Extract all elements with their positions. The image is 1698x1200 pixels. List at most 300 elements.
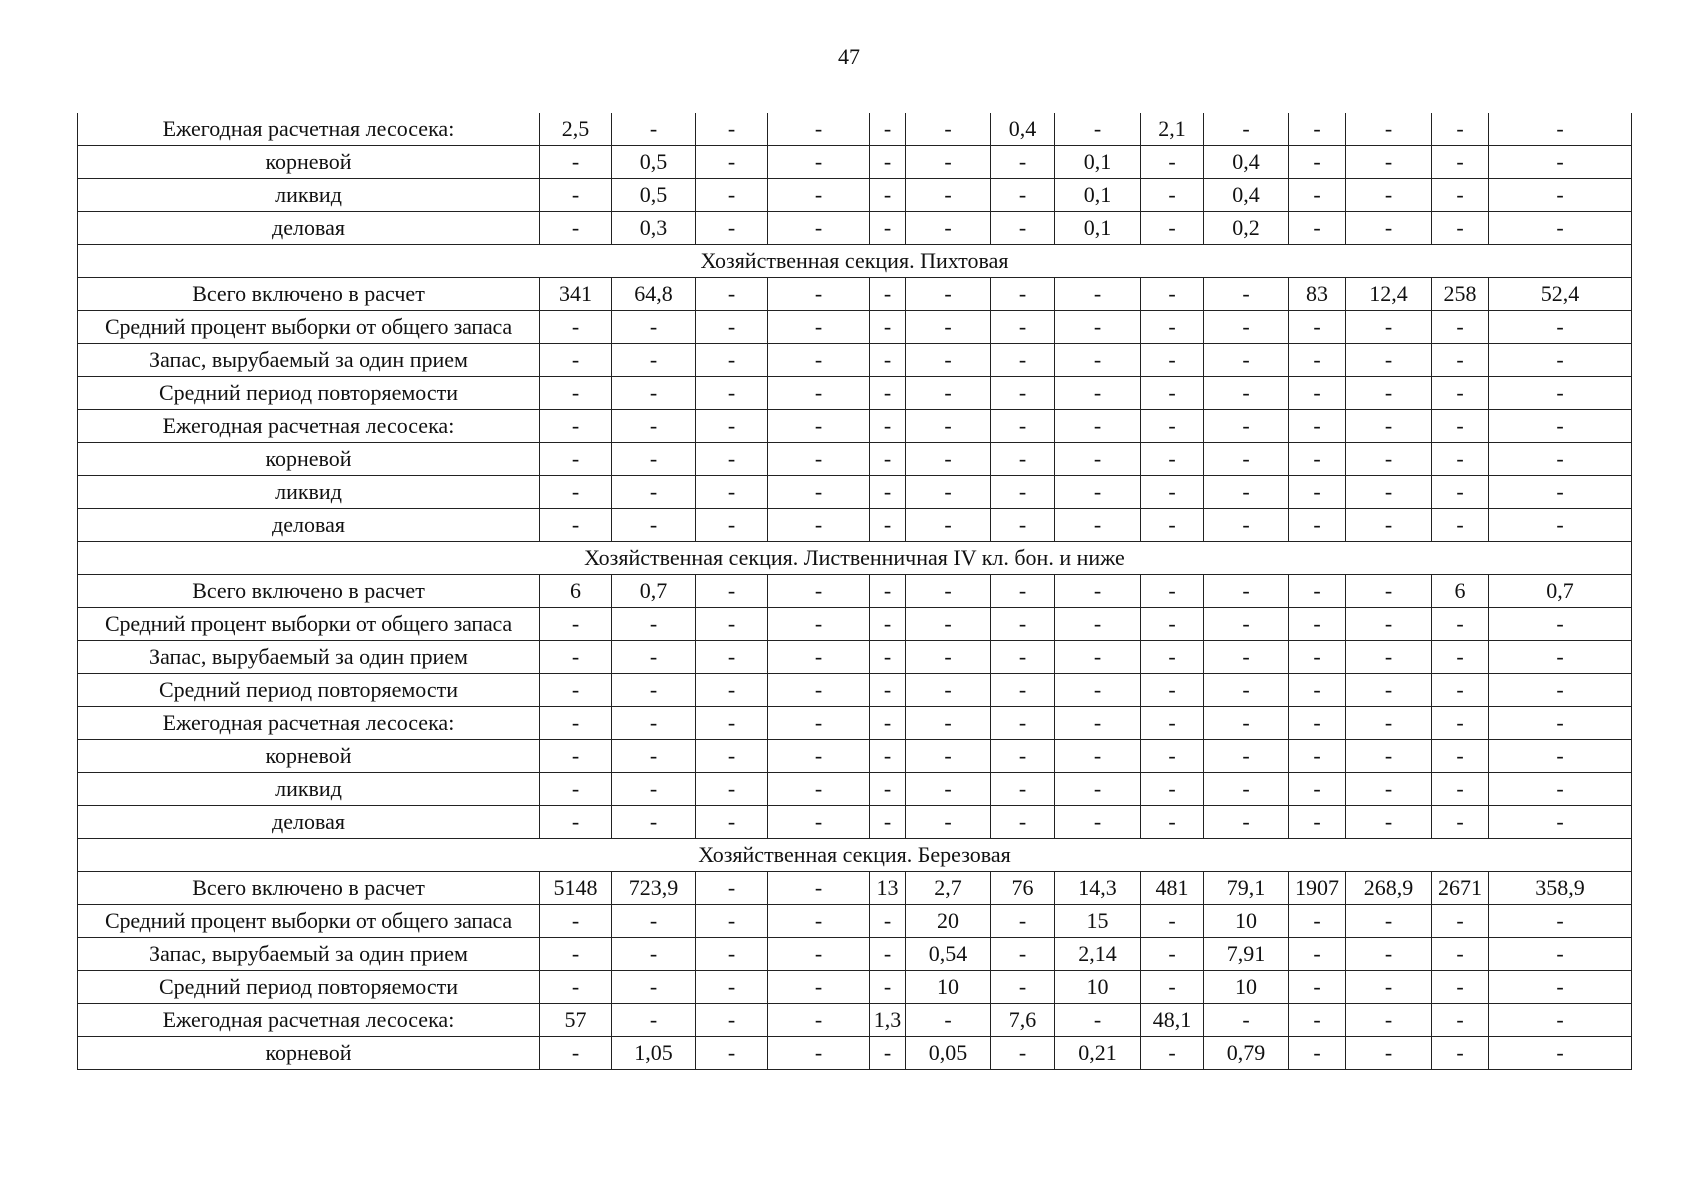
table-row bbox=[78, 740, 1632, 773]
table-cell: - bbox=[1489, 179, 1632, 212]
table-cell: - bbox=[870, 113, 906, 146]
table-cell: - bbox=[768, 377, 870, 410]
table-cell: - bbox=[870, 674, 906, 707]
table-cell: - bbox=[540, 377, 612, 410]
table-row bbox=[78, 344, 1632, 377]
table-cell: - bbox=[1055, 707, 1141, 740]
table-cell: - bbox=[1289, 377, 1346, 410]
table-cell: 0,7 bbox=[1489, 575, 1632, 608]
table-cell: - bbox=[1432, 674, 1489, 707]
table-row bbox=[78, 773, 1632, 806]
table-cell: - bbox=[540, 146, 612, 179]
table-cell: - bbox=[1489, 311, 1632, 344]
table-cell: - bbox=[1289, 608, 1346, 641]
row-label: Средний процент выборки от общего запаса bbox=[78, 311, 540, 344]
table-cell: 10 bbox=[1055, 971, 1141, 1004]
table-cell: - bbox=[768, 179, 870, 212]
row-label: Средний период повторяемости bbox=[78, 971, 540, 1004]
table-cell: - bbox=[768, 806, 870, 839]
table-cell: - bbox=[612, 806, 696, 839]
table-cell: - bbox=[906, 674, 991, 707]
table-cell: - bbox=[870, 212, 906, 245]
table-cell: - bbox=[1289, 806, 1346, 839]
table-cell: - bbox=[1204, 1004, 1289, 1037]
table-cell: 2,1 bbox=[1141, 113, 1204, 146]
table-cell: - bbox=[1055, 509, 1141, 542]
table-row bbox=[78, 872, 1632, 905]
table-cell: - bbox=[696, 641, 768, 674]
table-cell: 0,5 bbox=[612, 179, 696, 212]
table-cell: - bbox=[1489, 443, 1632, 476]
table-cell: 0,4 bbox=[1204, 146, 1289, 179]
table-cell: - bbox=[1489, 410, 1632, 443]
table-cell: - bbox=[1141, 641, 1204, 674]
table-cell: - bbox=[696, 674, 768, 707]
table-cell: - bbox=[991, 938, 1055, 971]
table-cell: - bbox=[991, 410, 1055, 443]
table-cell: - bbox=[1141, 773, 1204, 806]
table-cell: - bbox=[696, 938, 768, 971]
table-cell: - bbox=[768, 212, 870, 245]
table-cell: - bbox=[1055, 410, 1141, 443]
table-cell: - bbox=[1489, 674, 1632, 707]
table-cell: - bbox=[1346, 905, 1432, 938]
table-cell: - bbox=[991, 641, 1055, 674]
table-cell: - bbox=[1055, 806, 1141, 839]
table-cell: - bbox=[991, 905, 1055, 938]
table-cell: - bbox=[540, 212, 612, 245]
table-cell: 1,3 bbox=[870, 1004, 906, 1037]
table-cell: - bbox=[1055, 575, 1141, 608]
table-cell: - bbox=[1489, 1037, 1632, 1070]
table-cell: - bbox=[768, 509, 870, 542]
table-cell: - bbox=[1204, 740, 1289, 773]
table-row bbox=[78, 410, 1632, 443]
row-label: ликвид bbox=[78, 773, 540, 806]
table-cell: 0,4 bbox=[991, 113, 1055, 146]
table-cell: - bbox=[1289, 509, 1346, 542]
table-row bbox=[78, 179, 1632, 212]
table-cell: - bbox=[612, 443, 696, 476]
table-cell: 57 bbox=[540, 1004, 612, 1037]
table-cell: - bbox=[906, 278, 991, 311]
row-label: корневой bbox=[78, 146, 540, 179]
row-label: Средний период повторяемости bbox=[78, 674, 540, 707]
table-cell: - bbox=[906, 212, 991, 245]
table-cell: - bbox=[906, 146, 991, 179]
row-label: деловая bbox=[78, 806, 540, 839]
table-cell: - bbox=[1289, 344, 1346, 377]
table-cell: - bbox=[1204, 344, 1289, 377]
table-cell: - bbox=[1289, 476, 1346, 509]
table-cell: - bbox=[696, 377, 768, 410]
table-cell: - bbox=[1346, 344, 1432, 377]
table-row bbox=[78, 476, 1632, 509]
table-row bbox=[78, 806, 1632, 839]
table-row bbox=[78, 212, 1632, 245]
table-cell: - bbox=[768, 740, 870, 773]
table-cell: 1907 bbox=[1289, 872, 1346, 905]
table-row bbox=[78, 938, 1632, 971]
table-cell: 12,4 bbox=[1346, 278, 1432, 311]
table-cell: 15 bbox=[1055, 905, 1141, 938]
table-cell: - bbox=[1489, 476, 1632, 509]
table-cell: - bbox=[1432, 377, 1489, 410]
table-cell: - bbox=[991, 179, 1055, 212]
table-cell: - bbox=[696, 509, 768, 542]
table-cell: - bbox=[768, 575, 870, 608]
table-cell: - bbox=[1432, 773, 1489, 806]
table-cell: - bbox=[540, 641, 612, 674]
row-label: Ежегодная расчетная лесосека: bbox=[78, 1004, 540, 1037]
table-cell: - bbox=[540, 410, 612, 443]
table-cell: - bbox=[1289, 773, 1346, 806]
table-cell: 64,8 bbox=[612, 278, 696, 311]
table-cell: - bbox=[1489, 212, 1632, 245]
table-cell: - bbox=[768, 1004, 870, 1037]
table-cell: - bbox=[1141, 575, 1204, 608]
table-cell: 5148 bbox=[540, 872, 612, 905]
table-cell: - bbox=[1346, 212, 1432, 245]
table-cell: - bbox=[696, 146, 768, 179]
table-cell: 48,1 bbox=[1141, 1004, 1204, 1037]
table-cell: 10 bbox=[1204, 971, 1289, 1004]
table-cell: - bbox=[1055, 674, 1141, 707]
table-cell: - bbox=[1204, 575, 1289, 608]
table-cell: - bbox=[612, 509, 696, 542]
table-cell: - bbox=[1055, 773, 1141, 806]
table-cell: 10 bbox=[1204, 905, 1289, 938]
table-cell: - bbox=[1289, 641, 1346, 674]
table-row bbox=[78, 146, 1632, 179]
table-cell: - bbox=[696, 179, 768, 212]
table-cell: - bbox=[768, 443, 870, 476]
table-cell: 0,1 bbox=[1055, 179, 1141, 212]
table-cell: - bbox=[1141, 938, 1204, 971]
table-cell: - bbox=[870, 608, 906, 641]
row-label: ликвид bbox=[78, 179, 540, 212]
table-cell: - bbox=[1432, 905, 1489, 938]
table-cell: - bbox=[1432, 707, 1489, 740]
table-cell: - bbox=[906, 443, 991, 476]
table-cell: - bbox=[870, 971, 906, 1004]
table-cell: - bbox=[1141, 212, 1204, 245]
table-cell: - bbox=[870, 443, 906, 476]
section-title: Хозяйственная секция. Пихтовая bbox=[78, 245, 1632, 278]
table-cell: - bbox=[1432, 608, 1489, 641]
table-cell: - bbox=[1141, 1037, 1204, 1070]
row-label: Средний период повторяемости bbox=[78, 377, 540, 410]
table-cell: - bbox=[870, 641, 906, 674]
table-cell: - bbox=[1489, 773, 1632, 806]
table-cell: - bbox=[540, 608, 612, 641]
table-cell: - bbox=[612, 773, 696, 806]
table-cell: - bbox=[768, 608, 870, 641]
table-cell: - bbox=[1489, 740, 1632, 773]
table-cell: - bbox=[1289, 146, 1346, 179]
table-cell: - bbox=[906, 476, 991, 509]
table-cell: - bbox=[540, 773, 612, 806]
table-row bbox=[78, 707, 1632, 740]
table-cell: 268,9 bbox=[1346, 872, 1432, 905]
table-cell: - bbox=[1289, 113, 1346, 146]
table-row bbox=[78, 278, 1632, 311]
table-cell: - bbox=[696, 905, 768, 938]
table-cell: - bbox=[696, 278, 768, 311]
table-cell: - bbox=[696, 344, 768, 377]
table-cell: - bbox=[1346, 608, 1432, 641]
table-cell: - bbox=[612, 344, 696, 377]
table-cell: - bbox=[540, 179, 612, 212]
table-cell: - bbox=[991, 311, 1055, 344]
table-cell: 14,3 bbox=[1055, 872, 1141, 905]
table-cell: - bbox=[991, 740, 1055, 773]
table-cell: - bbox=[991, 476, 1055, 509]
table-cell: 13 bbox=[870, 872, 906, 905]
table-cell: - bbox=[1204, 443, 1289, 476]
section-header-row bbox=[78, 839, 1632, 872]
table-cell: - bbox=[696, 1037, 768, 1070]
table-cell: - bbox=[991, 146, 1055, 179]
table-cell: - bbox=[612, 971, 696, 1004]
table-cell: 0,2 bbox=[1204, 212, 1289, 245]
table-cell: 76 bbox=[991, 872, 1055, 905]
table-cell: 52,4 bbox=[1489, 278, 1632, 311]
table-cell: - bbox=[540, 806, 612, 839]
table-cell: - bbox=[540, 971, 612, 1004]
row-label: корневой bbox=[78, 1037, 540, 1070]
table-cell: - bbox=[906, 377, 991, 410]
row-label: Всего включено в расчет bbox=[78, 872, 540, 905]
table-cell: - bbox=[696, 443, 768, 476]
table-cell: - bbox=[1204, 674, 1289, 707]
table-cell: 2,14 bbox=[1055, 938, 1141, 971]
table-cell: - bbox=[1432, 938, 1489, 971]
table-cell: - bbox=[1489, 971, 1632, 1004]
table-cell: - bbox=[991, 212, 1055, 245]
table-cell: 7,91 bbox=[1204, 938, 1289, 971]
table-cell: 6 bbox=[1432, 575, 1489, 608]
table-cell: - bbox=[612, 377, 696, 410]
table-cell: - bbox=[1204, 377, 1289, 410]
table-cell: - bbox=[1346, 443, 1432, 476]
table-cell: - bbox=[1141, 179, 1204, 212]
table-cell: - bbox=[1489, 608, 1632, 641]
table-cell: - bbox=[1141, 608, 1204, 641]
table-cell: 10 bbox=[906, 971, 991, 1004]
table-cell: 2671 bbox=[1432, 872, 1489, 905]
table-cell: - bbox=[540, 344, 612, 377]
table-cell: - bbox=[870, 179, 906, 212]
table-cell: - bbox=[1432, 146, 1489, 179]
table-cell: - bbox=[1055, 311, 1141, 344]
table-cell: 0,4 bbox=[1204, 179, 1289, 212]
row-label: Ежегодная расчетная лесосека: bbox=[78, 113, 540, 146]
table-cell: 0,7 bbox=[612, 575, 696, 608]
table-cell: - bbox=[540, 740, 612, 773]
table-cell: - bbox=[540, 509, 612, 542]
table-cell: - bbox=[1432, 212, 1489, 245]
table-cell: - bbox=[1432, 476, 1489, 509]
table-cell: - bbox=[696, 806, 768, 839]
table-row bbox=[78, 113, 1632, 146]
table-cell: - bbox=[1141, 806, 1204, 839]
table-cell: - bbox=[870, 311, 906, 344]
table-cell: - bbox=[1432, 179, 1489, 212]
table-cell: - bbox=[1346, 179, 1432, 212]
table-cell: - bbox=[1346, 773, 1432, 806]
table-cell: - bbox=[906, 806, 991, 839]
table-cell: - bbox=[1289, 971, 1346, 1004]
table-cell: - bbox=[1489, 344, 1632, 377]
table-cell: - bbox=[870, 905, 906, 938]
table-cell: - bbox=[870, 1037, 906, 1070]
table-cell: - bbox=[1141, 674, 1204, 707]
table-cell: - bbox=[768, 344, 870, 377]
table-body bbox=[78, 113, 1632, 1070]
table-cell: - bbox=[1346, 971, 1432, 1004]
table-cell: - bbox=[1204, 311, 1289, 344]
table-cell: - bbox=[1432, 740, 1489, 773]
table-cell: - bbox=[1289, 1037, 1346, 1070]
table-cell: - bbox=[1289, 938, 1346, 971]
table-cell: - bbox=[1289, 179, 1346, 212]
table-cell: - bbox=[991, 1037, 1055, 1070]
table-cell: - bbox=[612, 641, 696, 674]
table-cell: - bbox=[1346, 476, 1432, 509]
table-cell: - bbox=[991, 278, 1055, 311]
table-cell: - bbox=[1204, 509, 1289, 542]
table-cell: - bbox=[1432, 806, 1489, 839]
table-cell: 0,3 bbox=[612, 212, 696, 245]
table-cell: - bbox=[1055, 740, 1141, 773]
table-row bbox=[78, 608, 1632, 641]
table-cell: 0,1 bbox=[1055, 212, 1141, 245]
table-cell: - bbox=[1141, 344, 1204, 377]
table-cell: - bbox=[1055, 377, 1141, 410]
table-cell: - bbox=[870, 740, 906, 773]
table-cell: - bbox=[906, 410, 991, 443]
table-cell: - bbox=[696, 608, 768, 641]
table-cell: - bbox=[768, 146, 870, 179]
table-cell: - bbox=[612, 707, 696, 740]
row-label: Средний процент выборки от общего запаса bbox=[78, 608, 540, 641]
row-label: корневой bbox=[78, 740, 540, 773]
table-cell: - bbox=[1204, 113, 1289, 146]
row-label: Ежегодная расчетная лесосека: bbox=[78, 410, 540, 443]
table-cell: - bbox=[768, 872, 870, 905]
table-row bbox=[78, 674, 1632, 707]
table-cell: - bbox=[906, 179, 991, 212]
table-cell: - bbox=[1141, 905, 1204, 938]
table-cell: - bbox=[696, 872, 768, 905]
table-cell: - bbox=[1289, 443, 1346, 476]
table-cell: - bbox=[1289, 740, 1346, 773]
section-title: Хозяйственная секция. Лиственничная IV кл. бон. и ниже bbox=[78, 542, 1632, 575]
table-cell: 0,79 bbox=[1204, 1037, 1289, 1070]
table-cell: - bbox=[696, 740, 768, 773]
table-cell: - bbox=[768, 773, 870, 806]
table-row bbox=[78, 905, 1632, 938]
table-cell: - bbox=[1141, 278, 1204, 311]
table-cell: - bbox=[1346, 575, 1432, 608]
row-label: Запас, вырубаемый за один прием bbox=[78, 344, 540, 377]
row-label: Всего включено в расчет bbox=[78, 278, 540, 311]
table-cell: 6 bbox=[540, 575, 612, 608]
table-cell: - bbox=[540, 938, 612, 971]
table-cell: - bbox=[696, 575, 768, 608]
table-cell: - bbox=[1489, 1004, 1632, 1037]
table-cell: - bbox=[1204, 773, 1289, 806]
table-cell: - bbox=[1289, 410, 1346, 443]
table-cell: - bbox=[540, 476, 612, 509]
section-header-row bbox=[78, 245, 1632, 278]
table-cell: - bbox=[1141, 476, 1204, 509]
table-cell: - bbox=[696, 476, 768, 509]
table-cell: - bbox=[612, 1004, 696, 1037]
table-cell: 20 bbox=[906, 905, 991, 938]
table-cell: - bbox=[1055, 113, 1141, 146]
row-label: ликвид bbox=[78, 476, 540, 509]
table-cell: - bbox=[540, 905, 612, 938]
table-cell: - bbox=[540, 674, 612, 707]
table-cell: 2,5 bbox=[540, 113, 612, 146]
table-cell: - bbox=[1346, 509, 1432, 542]
table-cell: - bbox=[991, 608, 1055, 641]
table-cell: 723,9 bbox=[612, 872, 696, 905]
table-cell: - bbox=[1141, 311, 1204, 344]
table-row bbox=[78, 575, 1632, 608]
table-cell: 83 bbox=[1289, 278, 1346, 311]
table-cell: - bbox=[696, 971, 768, 1004]
table-cell: - bbox=[870, 344, 906, 377]
table-cell: - bbox=[1204, 707, 1289, 740]
table-cell: - bbox=[1204, 476, 1289, 509]
table-cell: - bbox=[906, 641, 991, 674]
table-cell: - bbox=[1489, 905, 1632, 938]
table-cell: - bbox=[1289, 311, 1346, 344]
table-cell: - bbox=[1489, 509, 1632, 542]
table-cell: - bbox=[1489, 641, 1632, 674]
row-label: Запас, вырубаемый за один прием bbox=[78, 938, 540, 971]
table-cell: - bbox=[540, 1037, 612, 1070]
table-cell: - bbox=[1432, 113, 1489, 146]
table-cell: - bbox=[1289, 905, 1346, 938]
table-cell: - bbox=[768, 641, 870, 674]
table-cell: - bbox=[1489, 938, 1632, 971]
table-cell: - bbox=[540, 311, 612, 344]
table-cell: - bbox=[991, 377, 1055, 410]
table-cell: - bbox=[540, 443, 612, 476]
table-cell: - bbox=[1141, 509, 1204, 542]
table-cell: - bbox=[1289, 674, 1346, 707]
table-cell: - bbox=[768, 905, 870, 938]
table-cell: - bbox=[870, 806, 906, 839]
table-cell: - bbox=[1432, 641, 1489, 674]
table-cell: - bbox=[1346, 740, 1432, 773]
table-cell: - bbox=[991, 344, 1055, 377]
row-label: деловая bbox=[78, 509, 540, 542]
table-cell: - bbox=[1346, 1004, 1432, 1037]
table-cell: 358,9 bbox=[1489, 872, 1632, 905]
table-cell: - bbox=[612, 476, 696, 509]
table-cell: - bbox=[991, 971, 1055, 1004]
row-label: деловая bbox=[78, 212, 540, 245]
table-cell: - bbox=[906, 575, 991, 608]
table-cell: - bbox=[991, 773, 1055, 806]
table-cell: - bbox=[612, 311, 696, 344]
table-cell: - bbox=[1346, 641, 1432, 674]
